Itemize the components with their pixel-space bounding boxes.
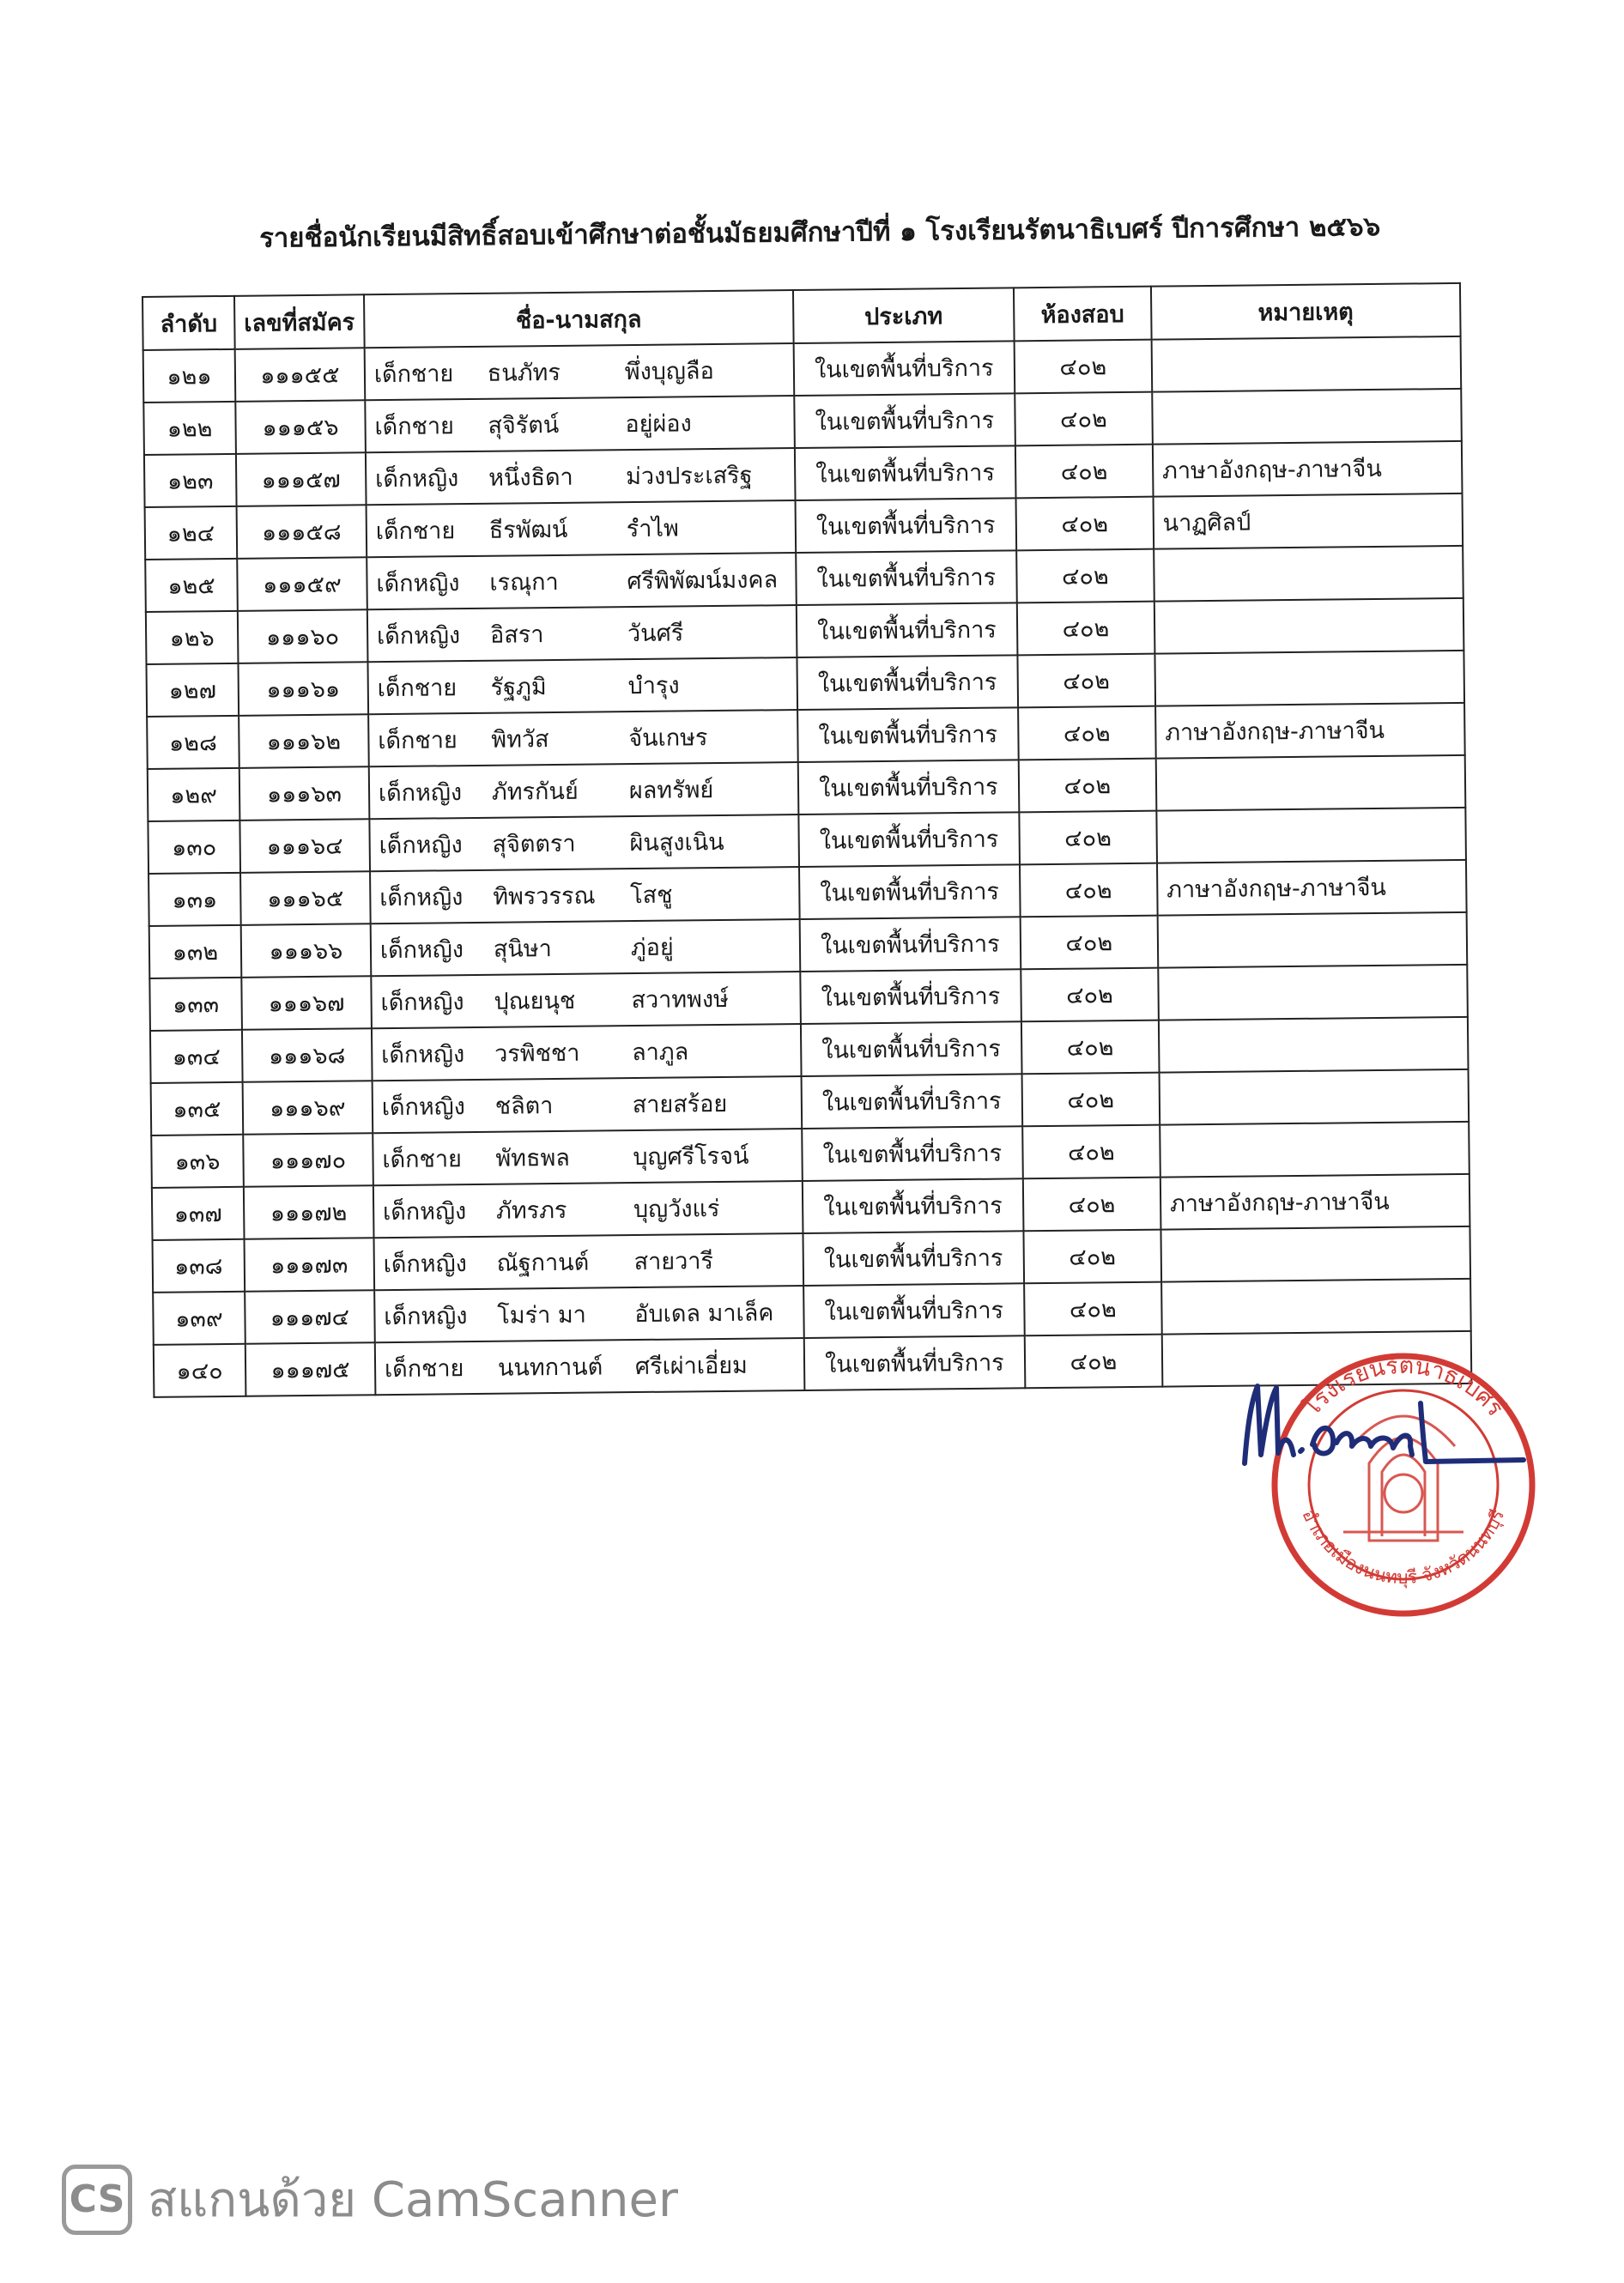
- cell-type: ในเขตพื้นที่บริการ: [795, 445, 1016, 500]
- cell-application-no: ๑๑๑๕๙: [237, 557, 367, 611]
- last-name: อยู่ผ่อง: [625, 410, 692, 439]
- name-prefix: เด็กหญิง: [376, 570, 460, 598]
- cell-no: ๑๓๘: [153, 1239, 245, 1293]
- last-name: ม่วงประเสริฐ: [625, 462, 753, 491]
- last-name: ลาภูล: [631, 1039, 689, 1067]
- cell-application-no: ๑๑๑๖๒: [239, 714, 369, 768]
- cell-type: ในเขตพื้นที่บริการ: [797, 603, 1018, 657]
- cell-application-no: ๑๑๑๖๘: [242, 1028, 373, 1082]
- header-room: ห้องสอบ: [1014, 287, 1152, 342]
- cell-name: [367, 657, 797, 714]
- cell-application-no: ๑๑๑๖๗: [241, 976, 372, 1030]
- name-prefix: เด็กหญิง: [376, 622, 461, 651]
- name-prefix: เด็กชาย: [375, 518, 456, 546]
- cell-note: ภาษาอังกฤษ-ภาษาจีน: [1157, 860, 1467, 916]
- cell-no: ๑๒๕: [145, 559, 238, 612]
- first-name: ภัทรภร: [495, 1196, 567, 1225]
- last-name: อับเดล มาเล็ค: [634, 1299, 774, 1329]
- cell-no: ๑๒๔: [145, 506, 238, 560]
- cell-name: [375, 1338, 805, 1395]
- name-prefix: เด็กชาย: [377, 675, 458, 703]
- name-prefix: เด็กหญิง: [379, 936, 464, 965]
- cell-application-no: ๑๑๑๗๔: [245, 1290, 375, 1344]
- first-name: ธนภัทร: [487, 359, 561, 387]
- first-name: ปุณยนุช: [494, 987, 576, 1015]
- header-no: ลำดับ: [142, 296, 235, 350]
- first-name: วรพิชชา: [494, 1039, 580, 1068]
- cell-type: ในเขตพื้นที่บริการ: [793, 341, 1015, 396]
- cell-note: [1158, 965, 1468, 1020]
- document-title: รายชื่อนักเรียนมีสิทธิ์สอบเข้าศึกษาต่อชั้นมัธยมศึกษาปีที่ ๑ โรงเรียนรัตนาธิเบศร์ ปีการศึกษา ๒๕๖๖: [259, 211, 1381, 254]
- name-prefix: เด็กหญิง: [380, 989, 464, 1017]
- cell-note: [1159, 1017, 1469, 1073]
- cell-no: ๑๒๓: [144, 454, 237, 507]
- cell-application-no: ๑๑๑๖๑: [238, 662, 368, 716]
- cell-room: ๔๐๒: [1020, 863, 1158, 917]
- table-body: [143, 336, 1472, 1397]
- cell-type: ในเขตพื้นที่บริการ: [799, 864, 1021, 919]
- cell-room: ๔๐๒: [1021, 916, 1159, 970]
- cell-note: [1160, 1122, 1469, 1178]
- name-prefix: เด็กชาย: [384, 1355, 464, 1384]
- cell-name: [373, 1181, 803, 1238]
- cell-type: ในเขตพื้นที่บริการ: [803, 1178, 1024, 1233]
- last-name: วันศรี: [627, 620, 684, 648]
- cell-name: [372, 1076, 802, 1133]
- seal-top-text: โรงเรียนรัตนาธิเบศร์: [1298, 1352, 1509, 1422]
- name-prefix: เด็กหญิง: [384, 1303, 468, 1331]
- cell-name: [374, 1286, 804, 1342]
- cell-type: ในเขตพื้นที่บริการ: [798, 812, 1020, 867]
- cell-no: ๑๓๔: [150, 1030, 243, 1083]
- last-name: บำรุง: [627, 672, 680, 700]
- cell-room: ๔๐๒: [1025, 1335, 1163, 1389]
- cell-note: [1152, 389, 1462, 445]
- header-application-no: เลขที่สมัคร: [234, 294, 365, 349]
- cell-note: [1157, 912, 1467, 968]
- cell-application-no: ๑๑๑๗๓: [245, 1238, 375, 1292]
- cell-name: [370, 867, 800, 923]
- cell-no: ๑๒๘: [147, 716, 239, 769]
- cell-application-no: ๑๑๑๕๘: [237, 505, 367, 559]
- first-name: โมร่า มา: [497, 1301, 587, 1329]
- first-name: หนึ่งธิดา: [488, 463, 573, 492]
- cell-room: ๔๐๒: [1022, 1125, 1160, 1179]
- cell-type: ในเขตพื้นที่บริการ: [794, 393, 1015, 448]
- first-name: สุจิตตรา: [492, 830, 576, 858]
- cell-type: ในเขตพื้นที่บริการ: [800, 969, 1021, 1024]
- cell-no: ๑๓๓: [149, 978, 242, 1031]
- cell-note: นาฏศิลป์: [1153, 494, 1463, 549]
- cell-type: ในเขตพื้นที่บริการ: [795, 498, 1016, 553]
- name-prefix: เด็กหญิง: [383, 1251, 467, 1279]
- cell-room: ๔๐๒: [1014, 340, 1152, 394]
- cell-note: [1154, 598, 1464, 654]
- cell-room: ๔๐๒: [1024, 1282, 1162, 1336]
- camscanner-text: สแกนด้วย CamScanner: [148, 2172, 678, 2228]
- cell-application-no: ๑๑๑๗๒: [244, 1185, 374, 1239]
- name-prefix: เด็กหญิง: [381, 1093, 466, 1122]
- header-name: ชื่อ-นามสกุล: [364, 290, 794, 348]
- cell-no: ๑๒๒: [143, 402, 236, 455]
- cell-no: ๑๓๗: [152, 1187, 245, 1240]
- cell-type: ในเขตพื้นที่บริการ: [801, 1021, 1022, 1076]
- cell-no: ๑๓๒: [149, 925, 242, 978]
- camscanner-logo-icon: CS: [62, 2165, 132, 2235]
- cell-type: ในเขตพื้นที่บริการ: [803, 1283, 1025, 1338]
- cell-name: [366, 500, 796, 557]
- last-name: ภู่อยู่: [630, 934, 674, 962]
- cell-name: [372, 1024, 802, 1081]
- cell-room: ๔๐๒: [1015, 497, 1154, 551]
- name-prefix: เด็กชาย: [378, 727, 458, 755]
- first-name: เรณุกา: [489, 568, 559, 596]
- cell-no: ๑๓๐: [148, 821, 240, 874]
- seal-bottom-text: อำเภอเมืองนนทบุรี จังหวัดนนทบุรี: [1298, 1505, 1509, 1589]
- cell-application-no: ๑๑๑๕๖: [235, 400, 366, 454]
- last-name: สวาทพงษ์: [631, 985, 730, 1014]
- cell-type: ในเขตพื้นที่บริการ: [797, 655, 1018, 710]
- cell-name: [367, 553, 797, 609]
- cell-note: [1156, 755, 1466, 811]
- first-name: รัฐภูมิ: [490, 674, 547, 701]
- last-name: พึ่งบุญลือ: [624, 358, 714, 386]
- last-name: ศรีพิพัฒน์มงคล: [627, 566, 779, 596]
- cell-no: ๑๒๙: [148, 768, 240, 821]
- name-prefix: เด็กชาย: [374, 413, 455, 441]
- cell-room: ๔๐๒: [1021, 1073, 1160, 1127]
- cell-name: [366, 448, 796, 505]
- header-type: ประเภท: [793, 288, 1015, 343]
- name-prefix: เด็กชาย: [382, 1146, 463, 1174]
- last-name: สายวารี: [633, 1248, 714, 1276]
- cell-room: ๔๐๒: [1021, 968, 1159, 1022]
- name-prefix: เด็กหญิง: [382, 1198, 467, 1226]
- first-name: ภัทรกันย์: [491, 778, 579, 806]
- cell-application-no: ๑๑๑๗๕: [245, 1342, 376, 1396]
- last-name: โสชู: [630, 881, 673, 910]
- first-name: อิสรา: [489, 621, 544, 649]
- cell-room: ๔๐๒: [1016, 549, 1154, 603]
- cell-room: ๔๐๒: [1015, 392, 1153, 446]
- last-name: ศรีเผ่าเอี่ยม: [634, 1352, 748, 1381]
- cell-type: ในเขตพื้นที่บริการ: [802, 1126, 1023, 1181]
- name-prefix: เด็กหญิง: [378, 779, 463, 808]
- first-name: สุนิษา: [493, 936, 552, 963]
- cell-application-no: ๑๑๑๖๔: [239, 819, 370, 873]
- last-name: จันเกษร: [628, 724, 708, 753]
- camscanner-watermark: [62, 2161, 678, 2238]
- cell-note: ภาษาอังกฤษ-ภาษาจีน: [1155, 703, 1465, 759]
- cell-name: [367, 605, 797, 662]
- cell-room: ๔๐๒: [1023, 1178, 1161, 1232]
- cell-no: ๑๒๖: [146, 611, 239, 664]
- cell-no: ๑๓๖: [151, 1135, 244, 1188]
- cell-room: ๔๐๒: [1015, 445, 1154, 499]
- cell-application-no: ๑๑๑๖๖: [241, 923, 372, 978]
- cell-name: [365, 396, 795, 452]
- cell-note: [1156, 808, 1466, 863]
- cell-name: [373, 1129, 803, 1185]
- first-name: ธีรพัฒน์: [488, 516, 568, 544]
- cell-application-no: ๑๑๑๖๓: [239, 766, 370, 821]
- cell-no: ๑๓๙: [153, 1292, 245, 1345]
- cell-note: [1160, 1226, 1470, 1282]
- first-name: นนทกานต์: [497, 1353, 603, 1382]
- cell-name: [371, 919, 801, 976]
- last-name: ผลทรัพย์: [628, 777, 714, 805]
- cell-room: ๔๐๒: [1023, 1230, 1161, 1284]
- cell-application-no: ๑๑๑๖๙: [243, 1081, 373, 1135]
- cell-name: [373, 1233, 803, 1290]
- last-name: บุญศรีโรจน์: [633, 1142, 749, 1172]
- cell-no: ๑๒๑: [143, 349, 236, 403]
- name-prefix: เด็กหญิง: [379, 832, 463, 860]
- cell-name: [369, 762, 799, 819]
- first-name: ทิพรวรรณ: [493, 882, 596, 911]
- cell-room: ๔๐๒: [1019, 811, 1157, 865]
- cell-room: ๔๐๒: [1019, 759, 1157, 813]
- cell-name: [368, 710, 798, 766]
- last-name: ผินสูงเนิน: [629, 828, 724, 857]
- cell-room: ๔๐๒: [1017, 602, 1155, 656]
- name-prefix: เด็กหญิง: [379, 884, 464, 912]
- cell-type: ในเขตพื้นที่บริการ: [798, 760, 1020, 814]
- cell-no: ๑๒๗: [146, 663, 239, 717]
- cell-room: ๔๐๒: [1017, 654, 1155, 708]
- student-table: [142, 282, 1472, 1398]
- cell-note: [1154, 546, 1463, 602]
- cell-note: [1161, 1279, 1471, 1335]
- cell-no: ๑๓๑: [148, 873, 241, 926]
- cell-application-no: ๑๑๑๖๕: [240, 871, 371, 925]
- cell-type: ในเขตพื้นที่บริการ: [804, 1335, 1026, 1390]
- last-name: บุญวังแร่: [633, 1196, 720, 1224]
- first-name: สุจิรัตน์: [488, 411, 560, 439]
- cell-type: ในเขตพื้นที่บริการ: [797, 707, 1019, 762]
- school-seal-stamp: [1240, 1335, 1566, 1618]
- cell-type: ในเขตพื้นที่บริการ: [796, 550, 1017, 605]
- cell-application-no: ๑๑๑๕๗: [236, 452, 367, 506]
- first-name: พัทธพล: [495, 1144, 571, 1172]
- cell-application-no: ๑๑๑๕๕: [235, 348, 366, 402]
- cell-application-no: ๑๑๑๗๐: [243, 1133, 373, 1187]
- cell-application-no: ๑๑๑๖๐: [238, 609, 368, 663]
- cell-type: ในเขตพื้นที่บริการ: [800, 917, 1021, 972]
- first-name: พิทวัส: [491, 726, 549, 754]
- cell-no: ๑๓๕: [151, 1082, 244, 1135]
- first-name: ณัฐกานต์: [496, 1249, 590, 1277]
- last-name: สายสร้อย: [632, 1090, 728, 1119]
- name-prefix: เด็กชาย: [373, 360, 454, 389]
- cell-type: ในเขตพื้นที่บริการ: [801, 1074, 1022, 1129]
- cell-note: ภาษาอังกฤษ-ภาษาจีน: [1160, 1174, 1470, 1230]
- cell-name: [369, 814, 799, 871]
- name-prefix: เด็กหญิง: [380, 1041, 465, 1069]
- last-name: รำไพ: [626, 515, 679, 543]
- cell-name: [371, 972, 801, 1028]
- cell-type: ในเขตพื้นที่บริการ: [803, 1231, 1024, 1286]
- cell-note: [1159, 1069, 1469, 1125]
- cell-room: ๔๐๒: [1018, 706, 1156, 760]
- cell-note: ภาษาอังกฤษ-ภาษาจีน: [1153, 441, 1463, 497]
- cell-no: ๑๔๐: [154, 1344, 246, 1397]
- first-name: ชลิตา: [494, 1093, 554, 1120]
- cell-note: [1151, 336, 1461, 392]
- cell-name: [365, 343, 795, 400]
- name-prefix: เด็กหญิง: [374, 465, 459, 494]
- header-note: หมายเหตุ: [1151, 283, 1461, 340]
- student-table-wrapper: [142, 282, 1472, 1398]
- cell-room: ๔๐๒: [1021, 1020, 1160, 1075]
- cell-note: [1154, 651, 1464, 706]
